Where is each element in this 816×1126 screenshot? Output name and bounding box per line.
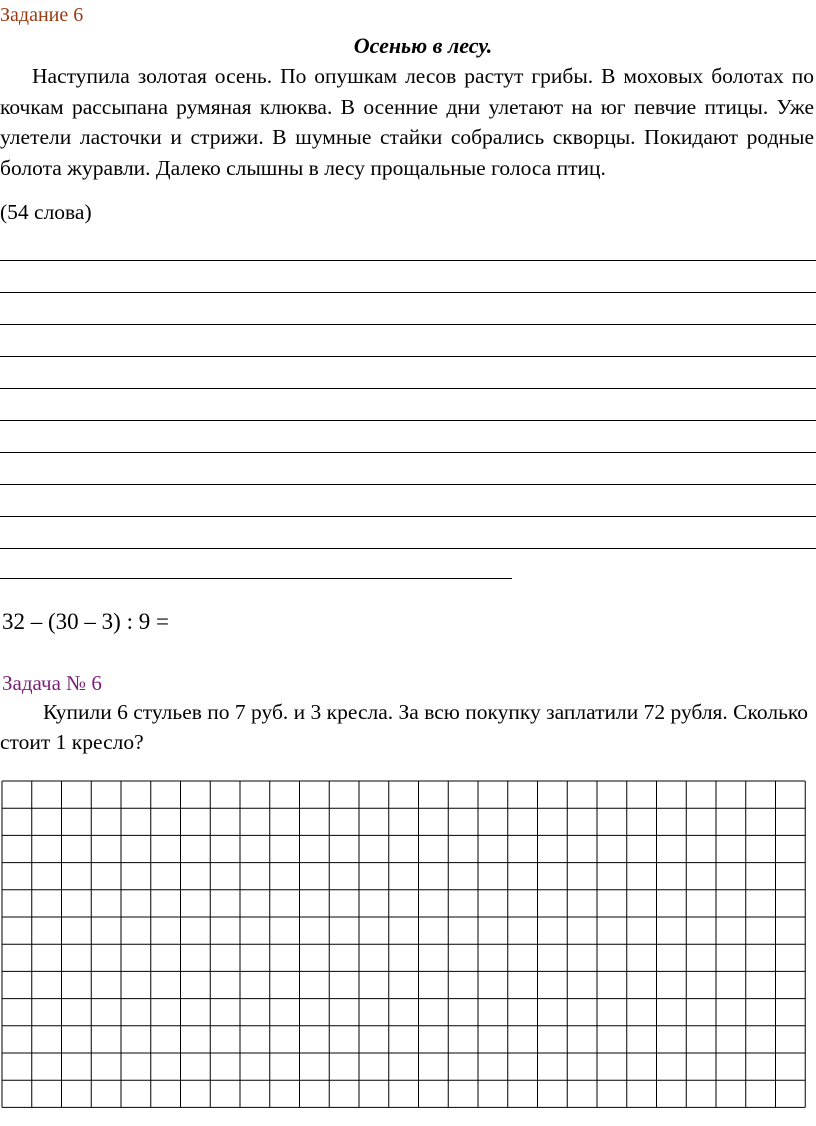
answer-grid[interactable] [0,779,816,1109]
writing-line[interactable] [0,578,512,579]
writing-line[interactable] [0,548,816,549]
writing-line[interactable] [0,516,816,517]
problem-label: Задача № 6 [2,671,102,695]
writing-line[interactable] [0,388,816,389]
writing-line[interactable] [0,420,816,421]
dictation-text: Наступила золотая осень. По опушкам лесов растут грибы. В моховых болотах по кочкам рассыпана румяная клюква. В осенние дни улетают на юг певчие птицы. Уже улетели ласточки и стрижи. В шумные стайки собрались скворцы. Покидают родные болота журавли. Далеко слышны в лесу прощальные голоса птиц. [0,64,814,180]
writing-line[interactable] [0,260,816,261]
task-label: Задание 6 [0,4,84,26]
writing-line[interactable] [0,452,816,453]
word-count: (54 слова) [0,200,92,224]
writing-line[interactable] [0,324,816,325]
dictation-title: Осенью в лесу. [353,33,493,58]
writing-line[interactable] [0,292,816,293]
problem-text: Купили 6 стульев по 7 руб. и 3 кресла. За всю покупку заплатили 72 рубля. Сколько стоит 1 кресло? [0,700,808,754]
writing-line[interactable] [0,356,816,357]
writing-line[interactable] [0,484,816,485]
math-expression: 32 – (30 – 3) : 9 = [2,609,169,634]
